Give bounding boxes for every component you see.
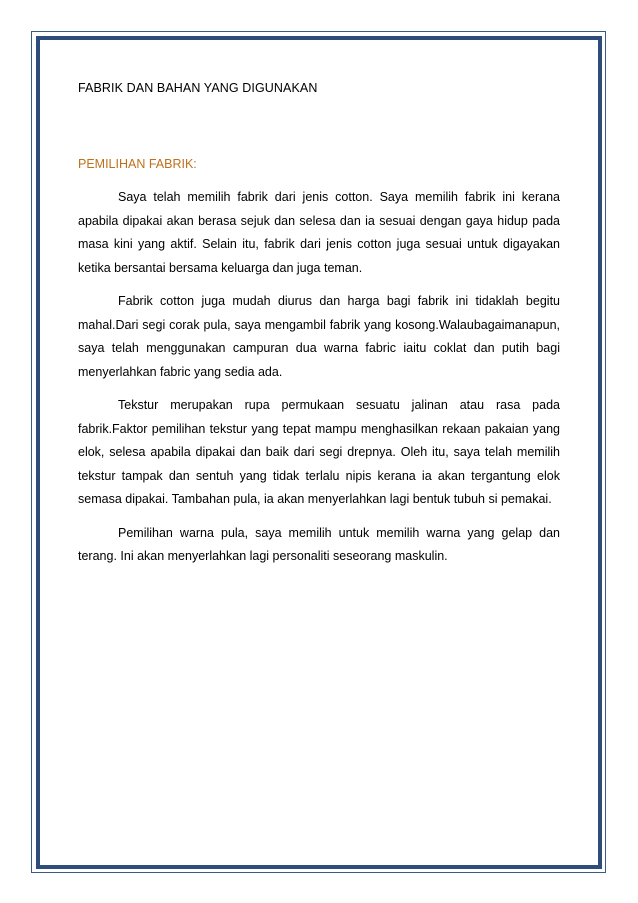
document-body xyxy=(78,80,560,569)
section-heading: PEMILIHAN FABRIK: xyxy=(78,157,197,171)
paragraph-fabric-care: Fabrik cotton juga mudah diurus dan harga bagi fabrik ini tidaklah begitu mahal.Dari segi corak pula, saya mengambil fabrik yang kosong.Walaubagaimanapun, saya telah menggunakan campuran dua warna fabric iaitu coklat dan putih bagi menyerlahkan fabric yang sedia ada. xyxy=(78,294,560,379)
paragraph-texture: Tekstur merupakan rupa permukaan sesuatu jalinan atau rasa pada fabrik.Faktor pemilihan tekstur yang tepat mampu menghasilkan rekaan pakaian yang elok, selesa apabila dipakai dan baik dari segi drepnya. Oleh itu, saya telah memilih tekstur tampak dan sentuh yang tidak terlalu nipis kerana ia akan tergantung elok semasa dipakai. Tambahan pula, ia akan menyerlahkan lagi bentuk tubuh si pemakai. xyxy=(78,398,560,506)
paragraph-fabric-choice: Saya telah memilih fabrik dari jenis cotton. Saya memilih fabrik ini kerana apabila dipakai akan berasa sejuk dan selesa dan ia sesuai dengan gaya hidup pada masa kini yang aktif. Selain itu, fabrik dari jenis cotton juga sesuai untuk digayakan ketika bersantai bersama keluarga dan juga teman. xyxy=(78,190,560,275)
document-title: FABRIK DAN BAHAN YANG DIGUNAKAN xyxy=(78,81,318,95)
paragraph-color: Pemilihan warna pula, saya memilih untuk memilih warna yang gelap dan terang. Ini akan menyerlahkan lagi personaliti seseorang maskulin. xyxy=(78,525,560,563)
